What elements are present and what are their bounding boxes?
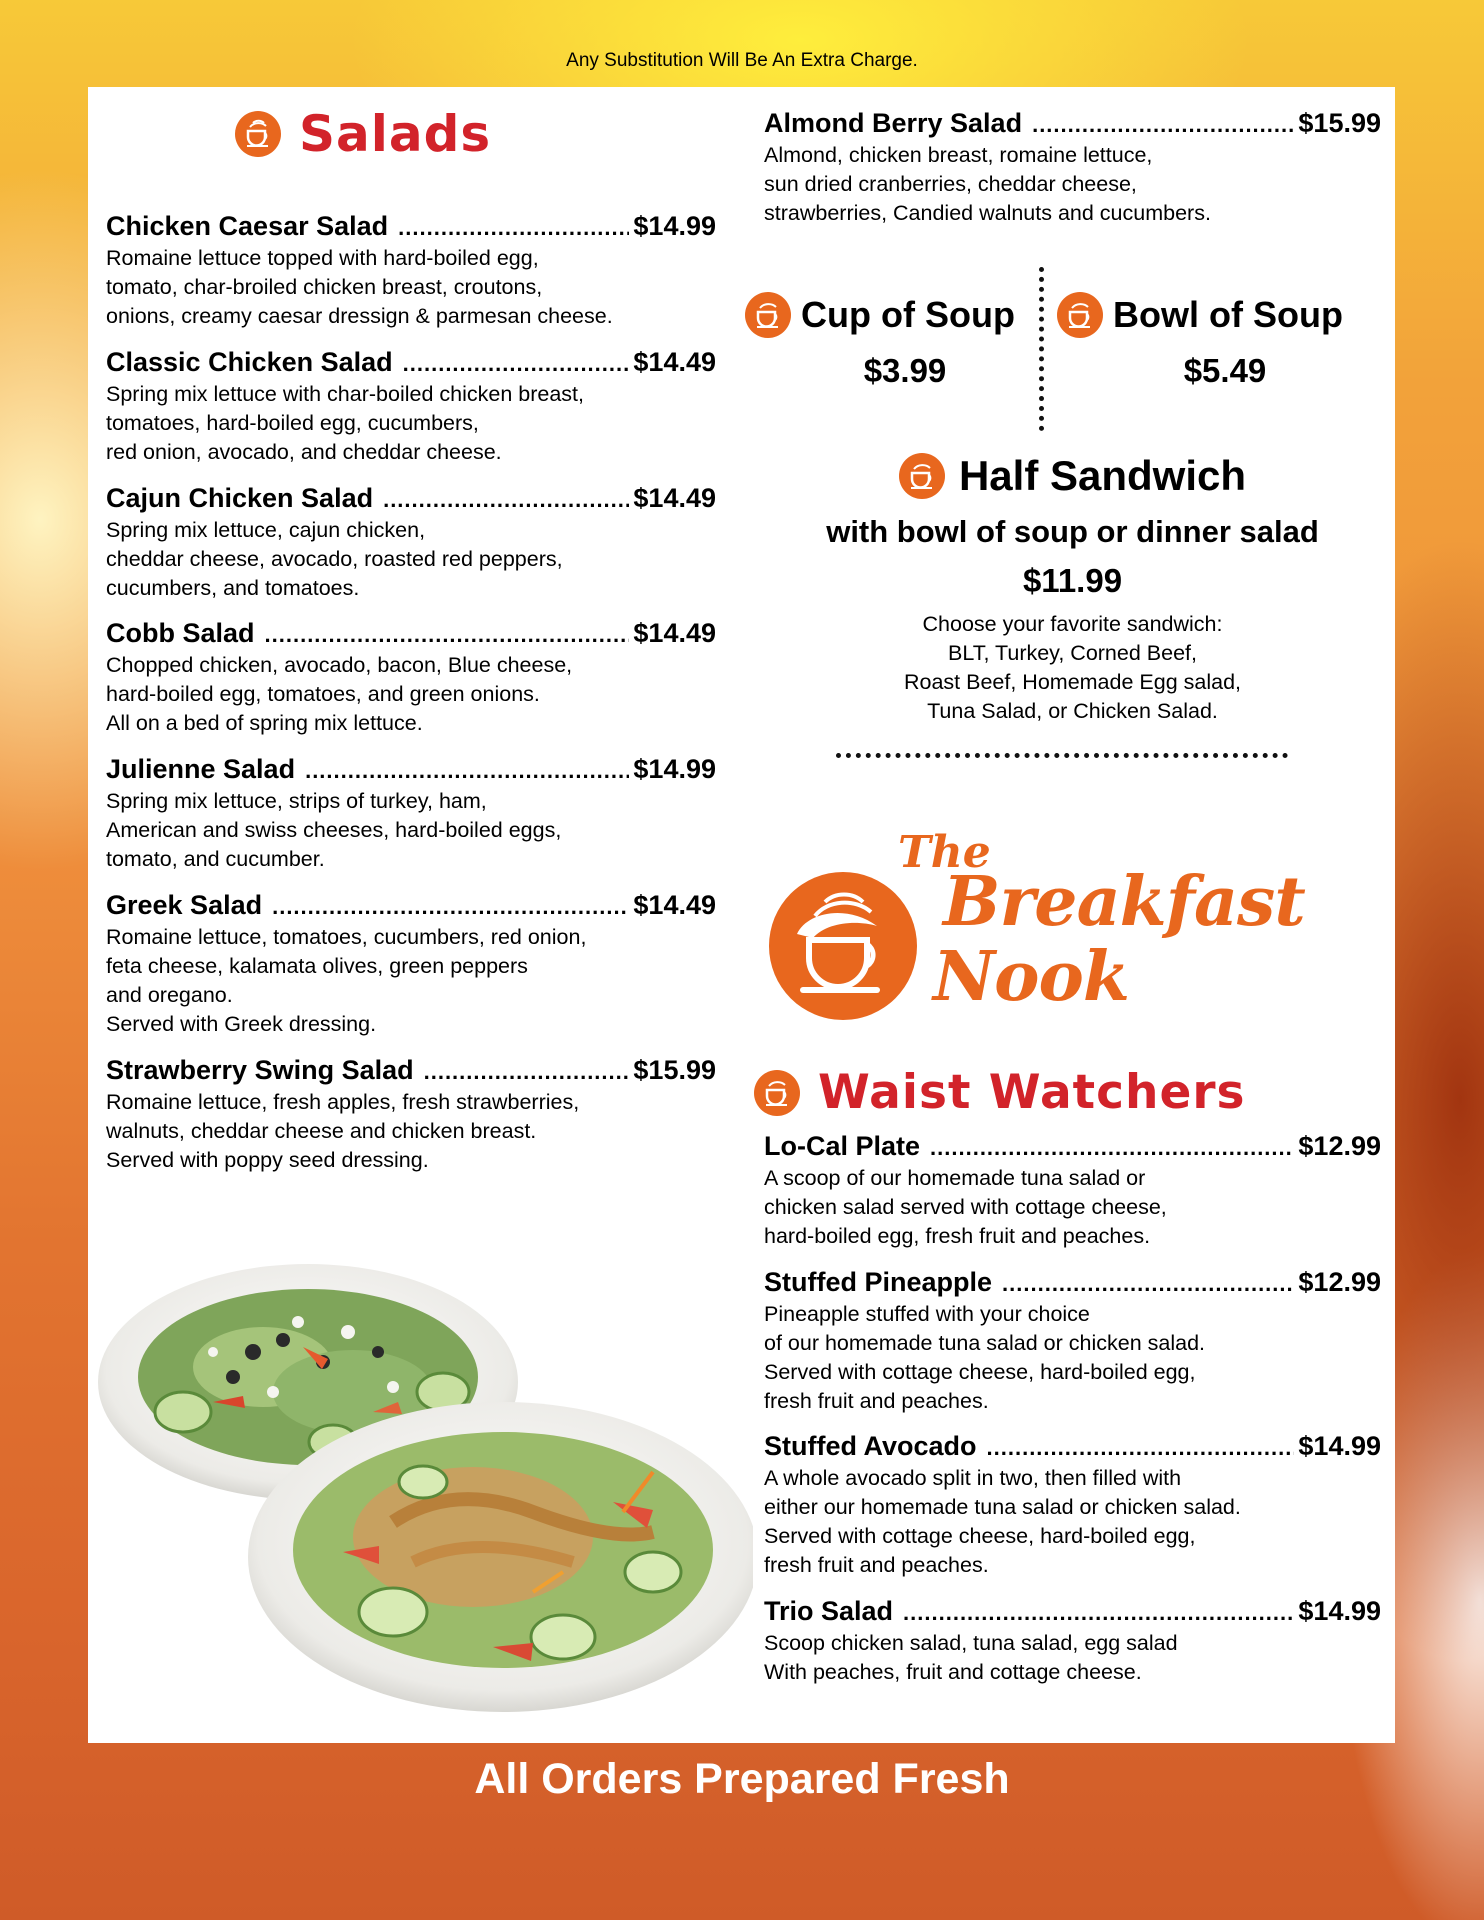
item-name: Greek Salad — [106, 890, 263, 920]
coffee-cup-icon — [235, 111, 281, 157]
item-price: $15.99 — [1298, 108, 1381, 138]
vertical-dotted-divider — [1039, 267, 1049, 431]
dot-leader — [987, 1432, 1295, 1464]
item-description: Spring mix lettuce with char-boiled chicken breast, tomatoes, hard-boiled egg, cucumbers, red onion, avocado, and cheddar cheese. — [106, 382, 584, 464]
footer-tagline: All Orders Prepared Fresh — [474, 1755, 1010, 1803]
coffee-cup-icon — [754, 1070, 800, 1116]
menu-item — [106, 889, 716, 1039]
dot-leader — [1002, 1268, 1294, 1300]
menu-panel — [88, 87, 1395, 1743]
dot-leader — [403, 348, 630, 380]
item-description: Spring mix lettuce, cajun chicken, cheddar cheese, avocado, roasted red peppers, cucumbers, and tomatoes. — [106, 518, 563, 600]
item-name: Almond Berry Salad — [764, 108, 1023, 138]
dot-leader — [1032, 109, 1294, 141]
salad-plates-image — [93, 1252, 753, 1722]
item-name: Strawberry Swing Salad — [106, 1055, 414, 1085]
dot-leader — [903, 1597, 1294, 1629]
item-name: Stuffed Avocado — [764, 1431, 977, 1461]
item-description: Romaine lettuce topped with hard-boiled egg, tomato, char-broiled chicken breast, croutons, onions, creamy caesar dressign & parmesan cheese. — [106, 246, 613, 328]
bowl-of-soup — [1055, 292, 1345, 390]
half-sandwich-price: $11.99 — [1022, 562, 1123, 599]
brand-nook: Nook — [933, 937, 1129, 1017]
menu-item — [106, 617, 716, 738]
item-description: A whole avocado split in two, then filled with either our homemade tuna salad or chicken salad. Served with cottage cheese, hard-boiled egg, fresh fruit and peaches. — [764, 1466, 1241, 1577]
menu-item — [106, 346, 716, 467]
item-price: $12.99 — [1298, 1267, 1381, 1297]
item-name: Lo-Cal Plate — [764, 1131, 921, 1161]
half-sandwich-title: Half Sandwich — [958, 452, 1247, 499]
bowl-of-soup-label: Bowl of Soup — [1113, 294, 1343, 335]
dot-leader — [398, 212, 629, 244]
dot-leader — [265, 619, 630, 651]
cup-of-soup — [735, 292, 1025, 390]
salads-title: Salads — [299, 105, 492, 163]
half-sandwich — [764, 452, 1381, 726]
waist-watchers-heading — [754, 1065, 1246, 1120]
breakfast-nook-brand — [763, 827, 1403, 1097]
half-sandwich-subtitle: with bowl of soup or dinner salad — [826, 514, 1319, 549]
item-price: $15.99 — [633, 1055, 716, 1085]
coffee-cup-icon — [899, 453, 945, 499]
item-name: Stuffed Pineapple — [764, 1267, 993, 1297]
menu-item — [764, 1266, 1381, 1416]
item-description: Scoop chicken salad, tuna salad, egg salad With peaches, fruit and cottage cheese. — [764, 1631, 1178, 1684]
top-note: Any Substitution Will Be An Extra Charge. — [566, 50, 918, 71]
item-price: $14.49 — [633, 618, 716, 648]
dot-leader — [272, 891, 629, 923]
dot-leader — [305, 755, 629, 787]
item-description: Romaine lettuce, tomatoes, cucumbers, red onion, feta cheese, kalamata olives, green peppers and oregano. Served with Greek dressing. — [106, 925, 587, 1036]
menu-item — [106, 482, 716, 603]
bowl-of-soup-price: $5.49 — [1183, 352, 1267, 389]
item-name: Cajun Chicken Salad — [106, 483, 374, 513]
menu-item — [106, 1054, 716, 1175]
item-price: $14.99 — [633, 754, 716, 784]
item-price: $14.99 — [1298, 1596, 1381, 1626]
item-name: Julienne Salad — [106, 754, 296, 784]
half-sandwich-description: Choose your favorite sandwich: BLT, Turkey, Corned Beef, Roast Beef, Homemade Egg salad, Tuna Salad, or Chicken Salad. — [903, 612, 1242, 723]
item-description: Pineapple stuffed with your choice of our homemade tuna salad or chicken salad. Served with cottage cheese, hard-boiled egg, fresh fruit and peaches. — [764, 1302, 1206, 1413]
item-price: $14.49 — [633, 347, 716, 377]
item-price: $14.99 — [1298, 1431, 1381, 1461]
menu-item — [764, 1430, 1381, 1580]
dot-leader — [930, 1132, 1294, 1164]
horizontal-dotted-divider — [836, 753, 1288, 758]
item-description: Spring mix lettuce, strips of turkey, ham, American and swiss cheeses, hard-boiled eggs, tomato, and cucumber. — [106, 789, 562, 871]
item-price: $12.99 — [1298, 1131, 1381, 1161]
menu-item — [764, 1595, 1381, 1687]
item-name: Trio Salad — [764, 1596, 894, 1626]
menu-item — [106, 210, 716, 331]
dot-leader — [383, 484, 629, 516]
brand-breakfast: Breakfast — [943, 862, 1305, 942]
item-name: Chicken Caesar Salad — [106, 211, 389, 241]
item-description: Chopped chicken, avocado, bacon, Blue cheese, hard-boiled egg, tomatoes, and green onions. All on a bed of spring mix lettuce. — [106, 653, 573, 735]
item-name: Classic Chicken Salad — [106, 347, 393, 377]
menu-item — [764, 107, 1381, 228]
item-price: $14.49 — [633, 483, 716, 513]
menu-item — [106, 753, 716, 874]
item-description: Almond, chicken breast, romaine lettuce, sun dried cranberries, cheddar cheese, strawberries, Candied walnuts and cucumbers. — [764, 143, 1211, 225]
item-price: $14.99 — [633, 211, 716, 241]
item-description: A scoop of our homemade tuna salad or chicken salad served with cottage cheese, hard-boiled egg, fresh fruit and peaches. — [764, 1166, 1167, 1248]
coffee-cup-icon — [745, 292, 791, 338]
breakfast-nook-logo — [769, 872, 917, 1020]
menu-item — [764, 1130, 1381, 1251]
salads-heading — [235, 105, 491, 163]
coffee-cup-icon — [1057, 292, 1103, 338]
item-description: Romaine lettuce, fresh apples, fresh strawberries, walnuts, cheddar cheese and chicken breast. Served with poppy seed dressing. — [106, 1090, 580, 1172]
dot-leader — [424, 1056, 630, 1088]
cup-of-soup-price: $3.99 — [863, 352, 947, 389]
item-price: $14.49 — [633, 890, 716, 920]
item-name: Cobb Salad — [106, 618, 255, 648]
waist-watchers-title: Waist Watchers — [818, 1065, 1246, 1120]
brand-the: The — [898, 827, 991, 878]
cup-of-soup-label: Cup of Soup — [801, 294, 1015, 335]
